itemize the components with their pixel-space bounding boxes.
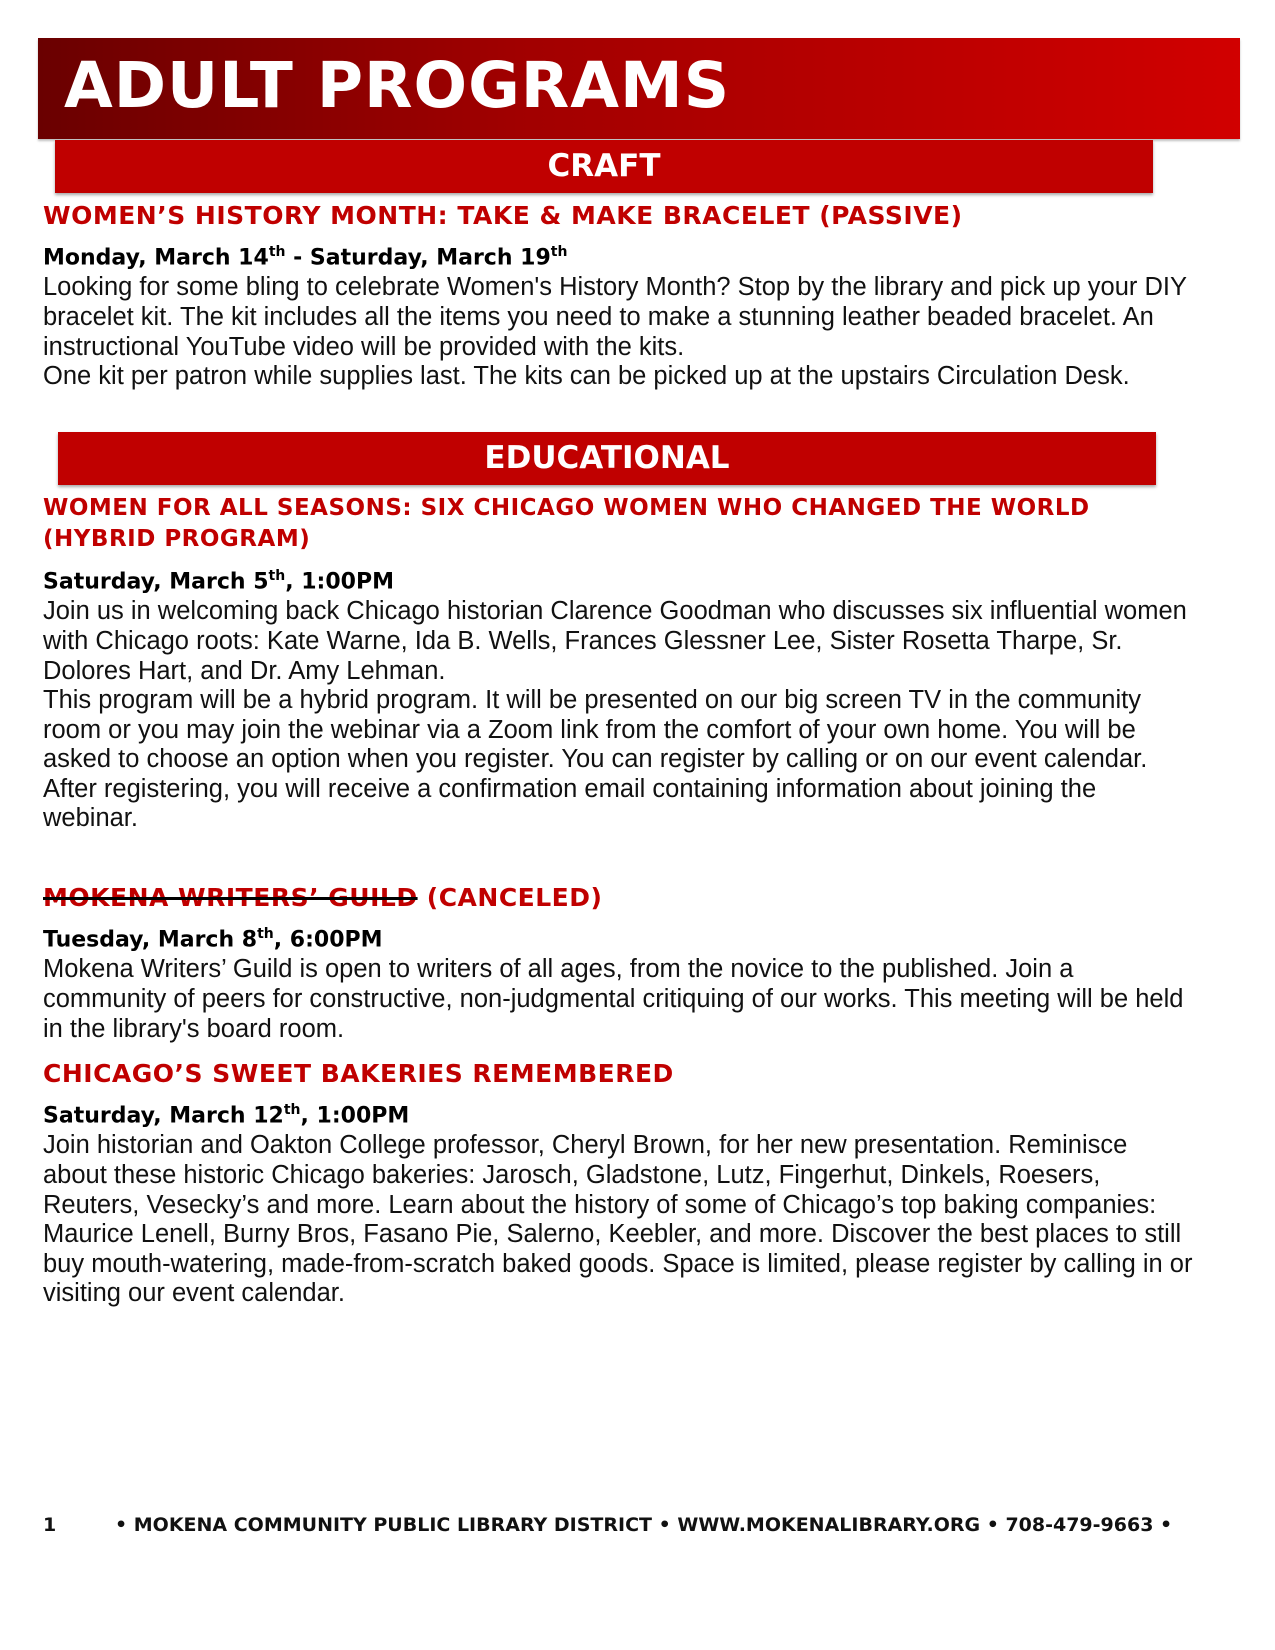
program-bracelet	[43, 200, 1243, 392]
program-writers-guild	[43, 882, 1243, 1044]
program-description: One kit per patron while supplies last. The kits can be picked up at the upstairs Circulation Desk.	[43, 362, 1130, 391]
program-description: Mokena Writers’ Guild is open to writers of all ages, from the novice to the published. Join a community of peers for constructive, non-judgmental critiquing of our works. This meeting will be held in the library's board room.	[43, 955, 1184, 1043]
page-title: ADULT PROGRAMS	[64, 49, 731, 122]
program-description: Looking for some bling to celebrate Women's History Month? Stop by the library and pick up your DIY bracelet kit. The kit includes all the items you need to make a stunning leather beaded bracelet. An instructional YouTube video will be provided with the kits.	[43, 273, 1187, 361]
program-description: Join historian and Oakton College professor, Cheryl Brown, for her new presentation. Reminisce about these historic Chicago bakeries: Jarosch, Gladstone, Lutz, Fingerhut, Dinkels, Roesers, Reuters, Vesecky’s and more. Learn about the history of some of Chicago’s top baking companies: Maurice Lenell, Burny Bros, Fasano Pie, Salerno, Keebler, and more. Discover the best places to still buy mouth-watering, made-from-scratch baked goods. Space is limited, please register by calling in or visiting our event calendar.	[43, 1131, 1193, 1308]
section-header-educational	[58, 432, 1156, 485]
program-date: Saturday, March 12th, 1:00PM	[43, 1102, 410, 1129]
program-date: Saturday, March 5th, 1:00PM	[43, 568, 394, 595]
section-header-craft	[55, 140, 1153, 193]
program-description: This program will be a hybrid program. It will be presented on our big screen TV in the community room or you may join the webinar via a Zoom link from the comfort of your own home. You will be asked to choose an option when you register. You can register by calling or on our event calendar.	[43, 686, 1148, 774]
program-date: Tuesday, March 8th, 6:00PM	[43, 926, 383, 953]
canceled-title: MOKENA WRITERS’ GUILD	[43, 883, 418, 912]
program-description: Join us in welcoming back Chicago historian Clarence Goodman who discusses six influential women with Chicago roots: Kate Warne, Ida B. Wells, Frances Glessner Lee, Sister Rosetta Tharpe, Sr. Dolores Hart, and Dr. Amy Lehman.	[43, 597, 1187, 685]
program-title: WOMEN’S HISTORY MONTH: TAKE & MAKE BRACELET (PASSIVE)	[43, 201, 963, 230]
program-sweet-bakeries	[43, 1058, 1243, 1309]
status-label: (CANCELED)	[417, 883, 603, 912]
program-date: Monday, March 14th - Saturday, March 19th	[43, 244, 568, 271]
program-title: WOMEN FOR ALL SEASONS: SIX CHICAGO WOMEN WHO CHANGED THE WORLD (HYBRID PROGRAM)	[43, 495, 1090, 552]
program-women-for-all-seasons	[43, 493, 1243, 834]
program-title	[43, 882, 1243, 913]
section-label: CRAFT	[547, 148, 661, 184]
page-banner	[38, 38, 1240, 139]
page-footer	[43, 1510, 1243, 1540]
section-label: EDUCATIONAL	[484, 440, 730, 476]
program-description: After registering, you will receive a confirmation email containing information about joining the webinar.	[43, 774, 1097, 833]
page-number: 1	[43, 1514, 57, 1536]
program-title: CHICAGO’S SWEET BAKERIES REMEMBERED	[43, 1059, 674, 1088]
footer-contact: • MOKENA COMMUNITY PUBLIC LIBRARY DISTRICT • WWW.MOKENALIBRARY.ORG • 708-479-9663 •	[115, 1514, 1173, 1536]
